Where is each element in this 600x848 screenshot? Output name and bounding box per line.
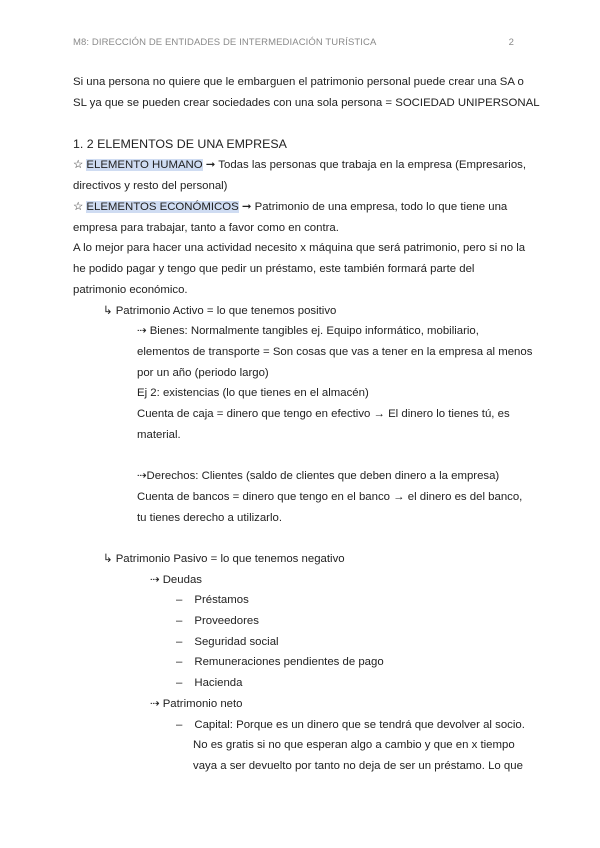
activo-line-7: ⇢Derechos: Clientes (saldo de clientes que deben dinero a la empresa) — [137, 470, 500, 482]
capital-line-2: No es gratis si no que esperan algo a cambio y que en x tiempo — [193, 739, 515, 751]
page-number: 2 — [508, 37, 514, 48]
list-item: – Seguridad social — [176, 636, 279, 648]
humano-line-2: directivos y resto del personal) — [73, 180, 228, 192]
activo-line-8: Cuenta de bancos = dinero que tengo en el banco → el dinero es del banco, — [137, 491, 523, 503]
activo-line-9: tu tienes derecho a utilizarlo. — [137, 512, 282, 524]
para-line-1: A lo mejor para hacer una actividad necesito x máquina que será patrimonio, pero si no la — [73, 242, 526, 254]
page-header — [73, 37, 514, 48]
list-item: – Hacienda — [176, 677, 243, 689]
dash: – — [176, 719, 183, 731]
section-heading: 1. 2 ELEMENTOS DE UNA EMPRESA — [73, 137, 287, 151]
dash: – — [176, 656, 183, 668]
list-item: – Préstamos — [176, 594, 249, 606]
header-title: M8: DIRECCIÓN DE ENTIDADES DE INTERMEDIACIÓN TURÍSTICA — [73, 37, 377, 48]
activo-title: ↳ Patrimonio Activo = lo que tenemos positivo — [103, 305, 337, 317]
para-line-2: he podido pagar y tengo que pedir un préstamo, este también formará parte del — [73, 263, 475, 275]
economicos-text: ➞ Patrimonio de una empresa, todo lo que tiene una — [238, 201, 508, 213]
para-line-3: patrimonio económico. — [73, 284, 188, 296]
dash: – — [176, 615, 183, 627]
intro-line-1: Si una persona no quiere que le embarguen el patrimonio personal puede crear una SA o — [73, 76, 524, 88]
capital-line-1: – Capital: Porque es un dinero que se tendrá que devolver al socio. — [176, 719, 525, 731]
activo-line-3: por un año (periodo largo) — [137, 367, 269, 379]
pasivo-deudas: ⇢ Deudas — [150, 574, 202, 586]
pasivo-neto: ⇢ Patrimonio neto — [150, 698, 243, 710]
pasivo-title: ↳ Patrimonio Pasivo = lo que tenemos negativo — [103, 553, 345, 565]
humano-label: ELEMENTO HUMANO — [86, 159, 203, 171]
activo-line-1: ⇢ Bienes: Normalmente tangibles ej. Equipo informático, mobiliario, — [137, 325, 479, 337]
activo-line-4: Ej 2: existencias (lo que tienes en el almacén) — [137, 387, 369, 399]
list-item: – Remuneraciones pendientes de pago — [176, 656, 384, 668]
activo-line-6: material. — [137, 429, 181, 441]
dash: – — [176, 636, 183, 648]
star-icon: ☆ — [73, 201, 84, 213]
activo-line-5: Cuenta de caja = dinero que tengo en efectivo → El dinero lo tienes tú, es — [137, 408, 510, 420]
economicos-line-2: empresa para trabajar, tanto a favor como en contra. — [73, 222, 339, 234]
capital-line-3: vaya a ser devuelto por tanto no deja de ser un préstamo. Lo que — [193, 760, 523, 772]
star-icon: ☆ — [73, 159, 84, 171]
activo-line-2: elementos de transporte = Son cosas que vas a tener en la empresa al menos — [137, 346, 533, 358]
intro-line-2: SL ya que se pueden crear sociedades con una sola persona = SOCIEDAD UNIPERSONAL — [73, 97, 540, 109]
humano-line — [73, 158, 526, 172]
list-item: – Proveedores — [176, 615, 259, 627]
humano-text: ➞ Todas las personas que trabaja en la empresa (Empresarios, — [202, 159, 527, 171]
dash: – — [176, 594, 183, 606]
dash: – — [176, 677, 183, 689]
economicos-line — [73, 200, 507, 214]
economicos-label: ELEMENTOS ECONÓMICOS — [86, 201, 239, 213]
